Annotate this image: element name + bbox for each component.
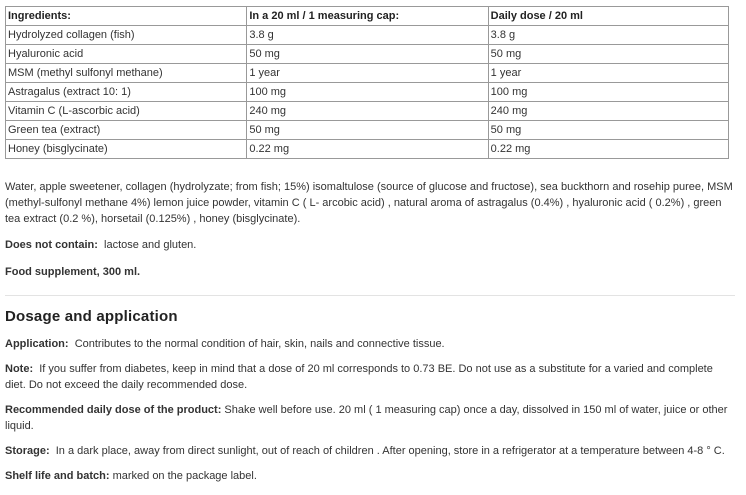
table-row [6,121,729,140]
daily-dose-value: 100 mg [488,83,728,102]
table-row [6,102,729,121]
daily-dose-value: 1 year [488,64,728,83]
daily-dose-value: 240 mg [488,102,728,121]
product-description [5,6,735,484]
table-header-row [6,7,729,26]
does-not-contain [5,237,735,253]
recommended-dose-label: Recommended daily dose of the product: [5,404,222,416]
recommended-dose-text: Shake well before use. 20 ml ( 1 measuring cap) once a day, dissolved in 150 ml of water, juice or other liquid. [5,404,728,432]
ingredient-name: Hydrolyzed collagen (fish) [6,26,247,45]
daily-dose-value: 3.8 g [488,26,728,45]
per-cap-value: 3.8 g [247,26,488,45]
ingredients-table [5,6,729,159]
section-title: Dosage and application [5,308,178,325]
food-supplement-text: Food supplement, 300 ml. [5,266,141,278]
per-cap-value: 50 mg [247,121,488,140]
table-row [6,45,729,64]
composition-text: Water, apple sweetener, collagen (hydrolyzate; from fish; 15%) isomaltulose (source of glucose and fructose), sea buckthorn and rosehip puree, MSM (methyl-sulfonyl methane 4%) lemon juice powder, vitamin C ( L- arcobic acid) , natural aroma of astragalus (0.4%) , hyaluronic acid ( 0.2%) , green tea extract (0.2 %), horsetail (0.125%) , honey (bisglycinate). [5,181,733,225]
ingredient-name: Green tea (extract) [6,121,247,140]
per-cap-value: 0.22 mg [247,140,488,159]
per-cap-value: 1 year [247,64,488,83]
shelf-life-text: marked on the package label. [112,470,257,482]
ingredient-name: Honey (bisglycinate) [6,140,247,159]
shelf-life-label: Shelf life and batch: [5,470,110,482]
ingredient-name: Vitamin C (L-ascorbic acid) [6,102,247,121]
section-divider [5,295,735,296]
recommended-dose-paragraph [5,402,735,434]
ingredient-name: Hyaluronic acid [6,45,247,64]
daily-dose-value: 50 mg [488,45,728,64]
per-cap-value: 240 mg [247,102,488,121]
ingredient-name: MSM (methyl sulfonyl methane) [6,64,247,83]
application-paragraph [5,336,735,352]
ingredient-name: Astragalus (extract 10: 1) [6,83,247,102]
per-cap-value: 50 mg [247,45,488,64]
note-text: If you suffer from diabetes, keep in mind that a dose of 20 ml corresponds to 0.73 BE. Do not use as a substitute for a varied and complete diet. Do not exceed the daily recommended dose. [5,363,713,391]
application-text: Contributes to the normal condition of hair, skin, nails and connective tissue. [74,338,445,350]
daily-dose-value: 0.22 mg [488,140,728,159]
daily-dose-value: 50 mg [488,121,728,140]
application-label: Application: [5,338,69,350]
storage-label: Storage: [5,445,50,457]
table-row [6,140,729,159]
table-row [6,64,729,83]
per-cap-value: 100 mg [247,83,488,102]
shelf-life-paragraph [5,468,735,484]
header-ingredients: Ingredients: [6,7,247,26]
does-not-contain-label: Does not contain: [5,239,98,251]
table-row [6,26,729,45]
storage-text: In a dark place, away from direct sunlight, out of reach of children . After opening, store in a refrigerator at a temperature between 4-8 ° C. [55,445,725,457]
note-paragraph [5,361,735,393]
table-row [6,83,729,102]
storage-paragraph [5,443,735,459]
header-daily-dose: Daily dose / 20 ml [488,7,728,26]
does-not-contain-text: lactose and gluten. [104,239,197,251]
note-label: Note: [5,363,34,375]
header-per-cap: In a 20 ml / 1 measuring cap: [247,7,488,26]
